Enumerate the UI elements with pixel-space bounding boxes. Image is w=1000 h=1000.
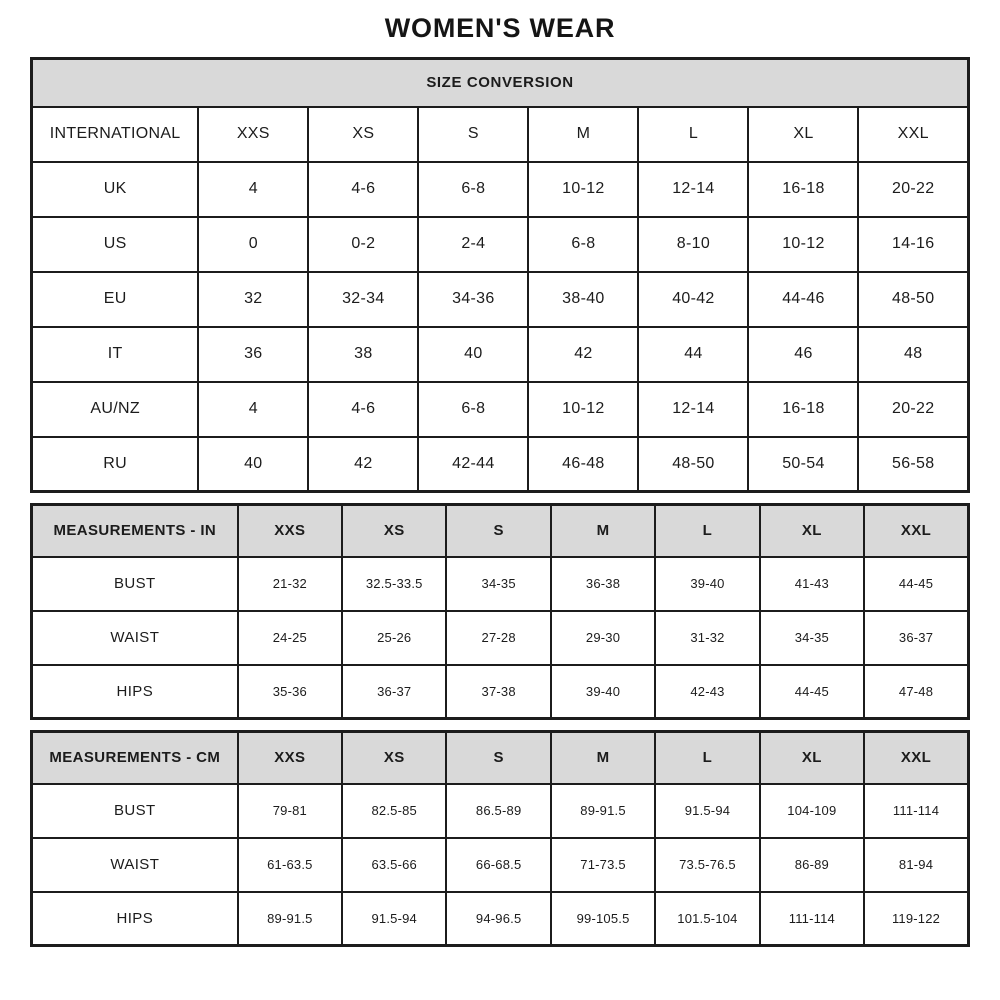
column-header: XXS xyxy=(238,505,342,557)
table-cell: 46 xyxy=(748,327,858,382)
table-cell: 40 xyxy=(418,327,528,382)
column-header: S xyxy=(418,107,528,162)
table-cell: 38 xyxy=(308,327,418,382)
table-cell: 42-44 xyxy=(418,437,528,492)
table-cell: 20-22 xyxy=(858,382,968,437)
table-cell: 16-18 xyxy=(748,162,858,217)
table-row xyxy=(32,437,969,492)
table-row xyxy=(32,162,969,217)
column-header: M xyxy=(551,732,655,784)
table-cell: 86-89 xyxy=(760,838,864,892)
table-cell: 32-34 xyxy=(308,272,418,327)
table-cell: 48 xyxy=(858,327,968,382)
row-label: US xyxy=(32,217,199,272)
table-cell: 81-94 xyxy=(864,838,968,892)
table-cell: 12-14 xyxy=(638,162,748,217)
column-header: M xyxy=(528,107,638,162)
table-cell: 42-43 xyxy=(655,665,759,719)
table-cell: 38-40 xyxy=(528,272,638,327)
table-row xyxy=(32,557,969,611)
table-cell: 63.5-66 xyxy=(342,838,446,892)
row-label: RU xyxy=(32,437,199,492)
column-header: XXL xyxy=(864,732,968,784)
column-header: S xyxy=(446,732,550,784)
table-row xyxy=(32,665,969,719)
column-header: S xyxy=(446,505,550,557)
table-cell: 47-48 xyxy=(864,665,968,719)
table-row xyxy=(32,327,969,382)
table-cell: 36-38 xyxy=(551,557,655,611)
table-cell: 4 xyxy=(198,162,308,217)
table-title: MEASUREMENTS - IN xyxy=(32,505,238,557)
table-cell: 119-122 xyxy=(864,892,968,946)
table-cell: 36-37 xyxy=(864,611,968,665)
table-cell: 16-18 xyxy=(748,382,858,437)
table-cell: 27-28 xyxy=(446,611,550,665)
row-label: HIPS xyxy=(32,665,238,719)
table-cell: 48-50 xyxy=(858,272,968,327)
row-label: INTERNATIONAL xyxy=(32,107,199,162)
column-header: XXL xyxy=(858,107,968,162)
table-cell: 4-6 xyxy=(308,162,418,217)
table-cell: 36-37 xyxy=(342,665,446,719)
table-cell: 14-16 xyxy=(858,217,968,272)
table-cell: 0 xyxy=(198,217,308,272)
table-cell: 91.5-94 xyxy=(655,784,759,838)
table-cell: 91.5-94 xyxy=(342,892,446,946)
table-cell: 101.5-104 xyxy=(655,892,759,946)
table-cell: 10-12 xyxy=(748,217,858,272)
table-cell: 24-25 xyxy=(238,611,342,665)
table-cell: 44-45 xyxy=(864,557,968,611)
table-cell: 82.5-85 xyxy=(342,784,446,838)
table-cell: 40-42 xyxy=(638,272,748,327)
table-row xyxy=(32,272,969,327)
table-cell: 44-46 xyxy=(748,272,858,327)
table-cell: 111-114 xyxy=(760,892,864,946)
table-cell: 6-8 xyxy=(418,162,528,217)
table-cell: 99-105.5 xyxy=(551,892,655,946)
table-cell: 42 xyxy=(308,437,418,492)
table-cell: 66-68.5 xyxy=(446,838,550,892)
measurements-in-table xyxy=(30,503,970,720)
table-title: MEASUREMENTS - CM xyxy=(32,732,238,784)
table-cell: 32 xyxy=(198,272,308,327)
table-cell: 34-35 xyxy=(446,557,550,611)
table-cell: 35-36 xyxy=(238,665,342,719)
table-cell: 39-40 xyxy=(655,557,759,611)
table-cell: 48-50 xyxy=(638,437,748,492)
table-cell: 12-14 xyxy=(638,382,748,437)
table-cell: 20-22 xyxy=(858,162,968,217)
table-row xyxy=(32,892,969,946)
table-cell: 8-10 xyxy=(638,217,748,272)
table-cell: 71-73.5 xyxy=(551,838,655,892)
row-label: IT xyxy=(32,327,199,382)
table-cell: 10-12 xyxy=(528,382,638,437)
table-cell: 41-43 xyxy=(760,557,864,611)
table-cell: 29-30 xyxy=(551,611,655,665)
table-cell: 56-58 xyxy=(858,437,968,492)
table-cell: 34-36 xyxy=(418,272,528,327)
column-header: XL xyxy=(760,505,864,557)
row-label: BUST xyxy=(32,557,238,611)
table-cell: 40 xyxy=(198,437,308,492)
table-cell: 61-63.5 xyxy=(238,838,342,892)
table-cell: 89-91.5 xyxy=(551,784,655,838)
table-cell: 4 xyxy=(198,382,308,437)
table-cell: 73.5-76.5 xyxy=(655,838,759,892)
column-header: XL xyxy=(760,732,864,784)
table-cell: 32.5-33.5 xyxy=(342,557,446,611)
table-row xyxy=(32,732,969,784)
row-label: WAIST xyxy=(32,838,238,892)
table-cell: 10-12 xyxy=(528,162,638,217)
column-header: XXS xyxy=(198,107,308,162)
table-cell: 39-40 xyxy=(551,665,655,719)
table-row xyxy=(32,382,969,437)
table-row xyxy=(32,59,969,107)
table-cell: 25-26 xyxy=(342,611,446,665)
column-header: XXS xyxy=(238,732,342,784)
row-label: EU xyxy=(32,272,199,327)
size-conversion-title: SIZE CONVERSION xyxy=(32,59,969,107)
column-header: M xyxy=(551,505,655,557)
table-cell: 31-32 xyxy=(655,611,759,665)
table-cell: 21-32 xyxy=(238,557,342,611)
table-cell: 2-4 xyxy=(418,217,528,272)
table-row xyxy=(32,611,969,665)
table-cell: 94-96.5 xyxy=(446,892,550,946)
table-cell: 0-2 xyxy=(308,217,418,272)
table-cell: 4-6 xyxy=(308,382,418,437)
table-cell: 46-48 xyxy=(528,437,638,492)
table-cell: 44-45 xyxy=(760,665,864,719)
column-header: XS xyxy=(342,732,446,784)
table-cell: 104-109 xyxy=(760,784,864,838)
table-cell: 111-114 xyxy=(864,784,968,838)
table-cell: 34-35 xyxy=(760,611,864,665)
measurements-cm-table xyxy=(30,730,970,947)
table-cell: 79-81 xyxy=(238,784,342,838)
row-label: UK xyxy=(32,162,199,217)
table-cell: 37-38 xyxy=(446,665,550,719)
page-title: WOMEN'S WEAR xyxy=(384,13,616,43)
table-cell: 36 xyxy=(198,327,308,382)
row-label: BUST xyxy=(32,784,238,838)
column-header: L xyxy=(638,107,748,162)
column-header: XS xyxy=(308,107,418,162)
table-cell: 89-91.5 xyxy=(238,892,342,946)
table-cell: 44 xyxy=(638,327,748,382)
table-cell: 42 xyxy=(528,327,638,382)
size-conversion-table xyxy=(30,57,970,493)
table-row xyxy=(32,107,969,162)
row-label: AU/NZ xyxy=(32,382,199,437)
table-cell: 6-8 xyxy=(528,217,638,272)
row-label: HIPS xyxy=(32,892,238,946)
table-row xyxy=(32,784,969,838)
column-header: L xyxy=(655,505,759,557)
table-cell: 86.5-89 xyxy=(446,784,550,838)
table-row xyxy=(32,838,969,892)
column-header: XL xyxy=(748,107,858,162)
table-cell: 50-54 xyxy=(748,437,858,492)
table-row xyxy=(32,217,969,272)
column-header: XS xyxy=(342,505,446,557)
column-header: XXL xyxy=(864,505,968,557)
column-header: L xyxy=(655,732,759,784)
table-cell: 6-8 xyxy=(418,382,528,437)
row-label: WAIST xyxy=(32,611,238,665)
table-row xyxy=(32,505,969,557)
